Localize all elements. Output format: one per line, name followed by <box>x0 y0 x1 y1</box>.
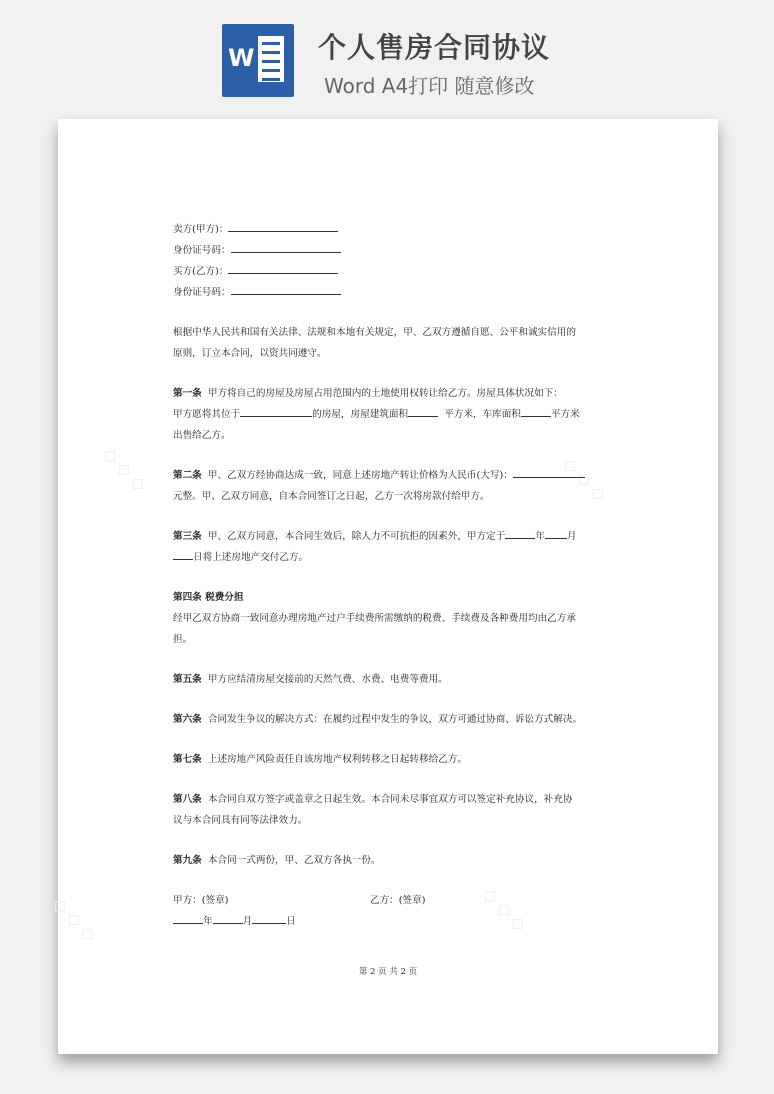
article-1-line: 出售给乙方。 <box>173 430 231 441</box>
contract-body <box>173 219 603 932</box>
document-subtitle: Word A4打印 随意修改 <box>324 74 535 98</box>
watermark: ◇ ◇ ◇ <box>558 453 611 506</box>
signature-date: 年 月 日 <box>173 911 603 932</box>
word-page-lines <box>258 36 284 82</box>
article-1-line: 甲方愿将其位于 的房屋，房屋建筑面积 平方米，车库面积 平方米 <box>173 404 603 425</box>
article-9: 第九条 本合同一式两份，甲、乙双方各执一份。 <box>173 855 381 866</box>
article-8: 第八条 本合同自双方签字或盖章之日起生效。本合同未尽事宜双方可以签定补充协议，补充协 <box>173 794 573 805</box>
article-2: 第二条 甲、乙双方经协商达成一致，同意上述房地产转让价格为人民币(大写)： <box>173 465 603 486</box>
intro-line: 根据中华人民共和国有关法律、法规和本地有关规定，甲、乙双方遵循自愿、公平和诚实信用的 <box>173 327 576 338</box>
party-line: 买方(乙方)： <box>173 261 603 282</box>
page-header <box>0 0 774 110</box>
party-a-signature: 甲方：(签章) <box>173 895 229 906</box>
article-5: 第五条 甲方应结清房屋交接前的天然气费、水费、电费等费用。 <box>173 674 448 685</box>
article-4-line: 担。 <box>173 634 193 645</box>
article-8-line: 议与本合同具有同等法律效力。 <box>173 815 308 826</box>
party-line: 身份证号码： <box>173 282 603 303</box>
article-2-line: 元整。甲、乙双方同意，自本合同签订之日起，乙方一次将房款付给甲方。 <box>173 491 490 502</box>
party-line: 身份证号码： <box>173 240 603 261</box>
signature-row <box>173 890 603 911</box>
article-3: 第三条 甲、乙双方同意，本合同生效后，除人力不可抗拒的因素外，甲方定于 年 月 <box>173 526 603 547</box>
watermark: ◇ ◇ ◇ <box>478 883 531 936</box>
document-page <box>48 119 718 1054</box>
article-4: 第四条 税费分担 <box>173 592 244 603</box>
intro-line: 原则，订立本合同，以资共同遵守。 <box>173 348 327 359</box>
article-1: 第一条 甲方将自己的房屋及房屋占用范围内的土地使用权转让给乙方。房屋具体状况如下： <box>173 388 563 399</box>
word-icon <box>222 24 294 97</box>
word-icon-letter: W <box>228 44 255 72</box>
party-b-signature: 乙方：(签章) <box>370 895 426 906</box>
party-line: 卖方(甲方)： <box>173 219 603 240</box>
article-7: 第七条 上述房地产风险责任自该房地产权利转移之日起转移给乙方。 <box>173 754 467 765</box>
page-number: 第 2 页 共 2 页 <box>358 967 418 977</box>
article-6: 第六条 合同发生争议的解决方式：在履约过程中发生的争议，双方可通过协商、诉讼方式解决。 <box>173 714 583 725</box>
article-4-line: 经甲乙双方协商一致同意办理房地产过户手续费所需缴纳的税费、手续费及各种费用均由乙方承 <box>173 613 576 624</box>
watermark: ◇ ◇ ◇ <box>98 443 151 496</box>
article-3-line: 日将上述房地产交付乙方。 <box>173 547 603 568</box>
document-title: 个人售房合同协议 <box>318 31 551 64</box>
watermark: ◇ ◇ ◇ <box>48 893 101 946</box>
